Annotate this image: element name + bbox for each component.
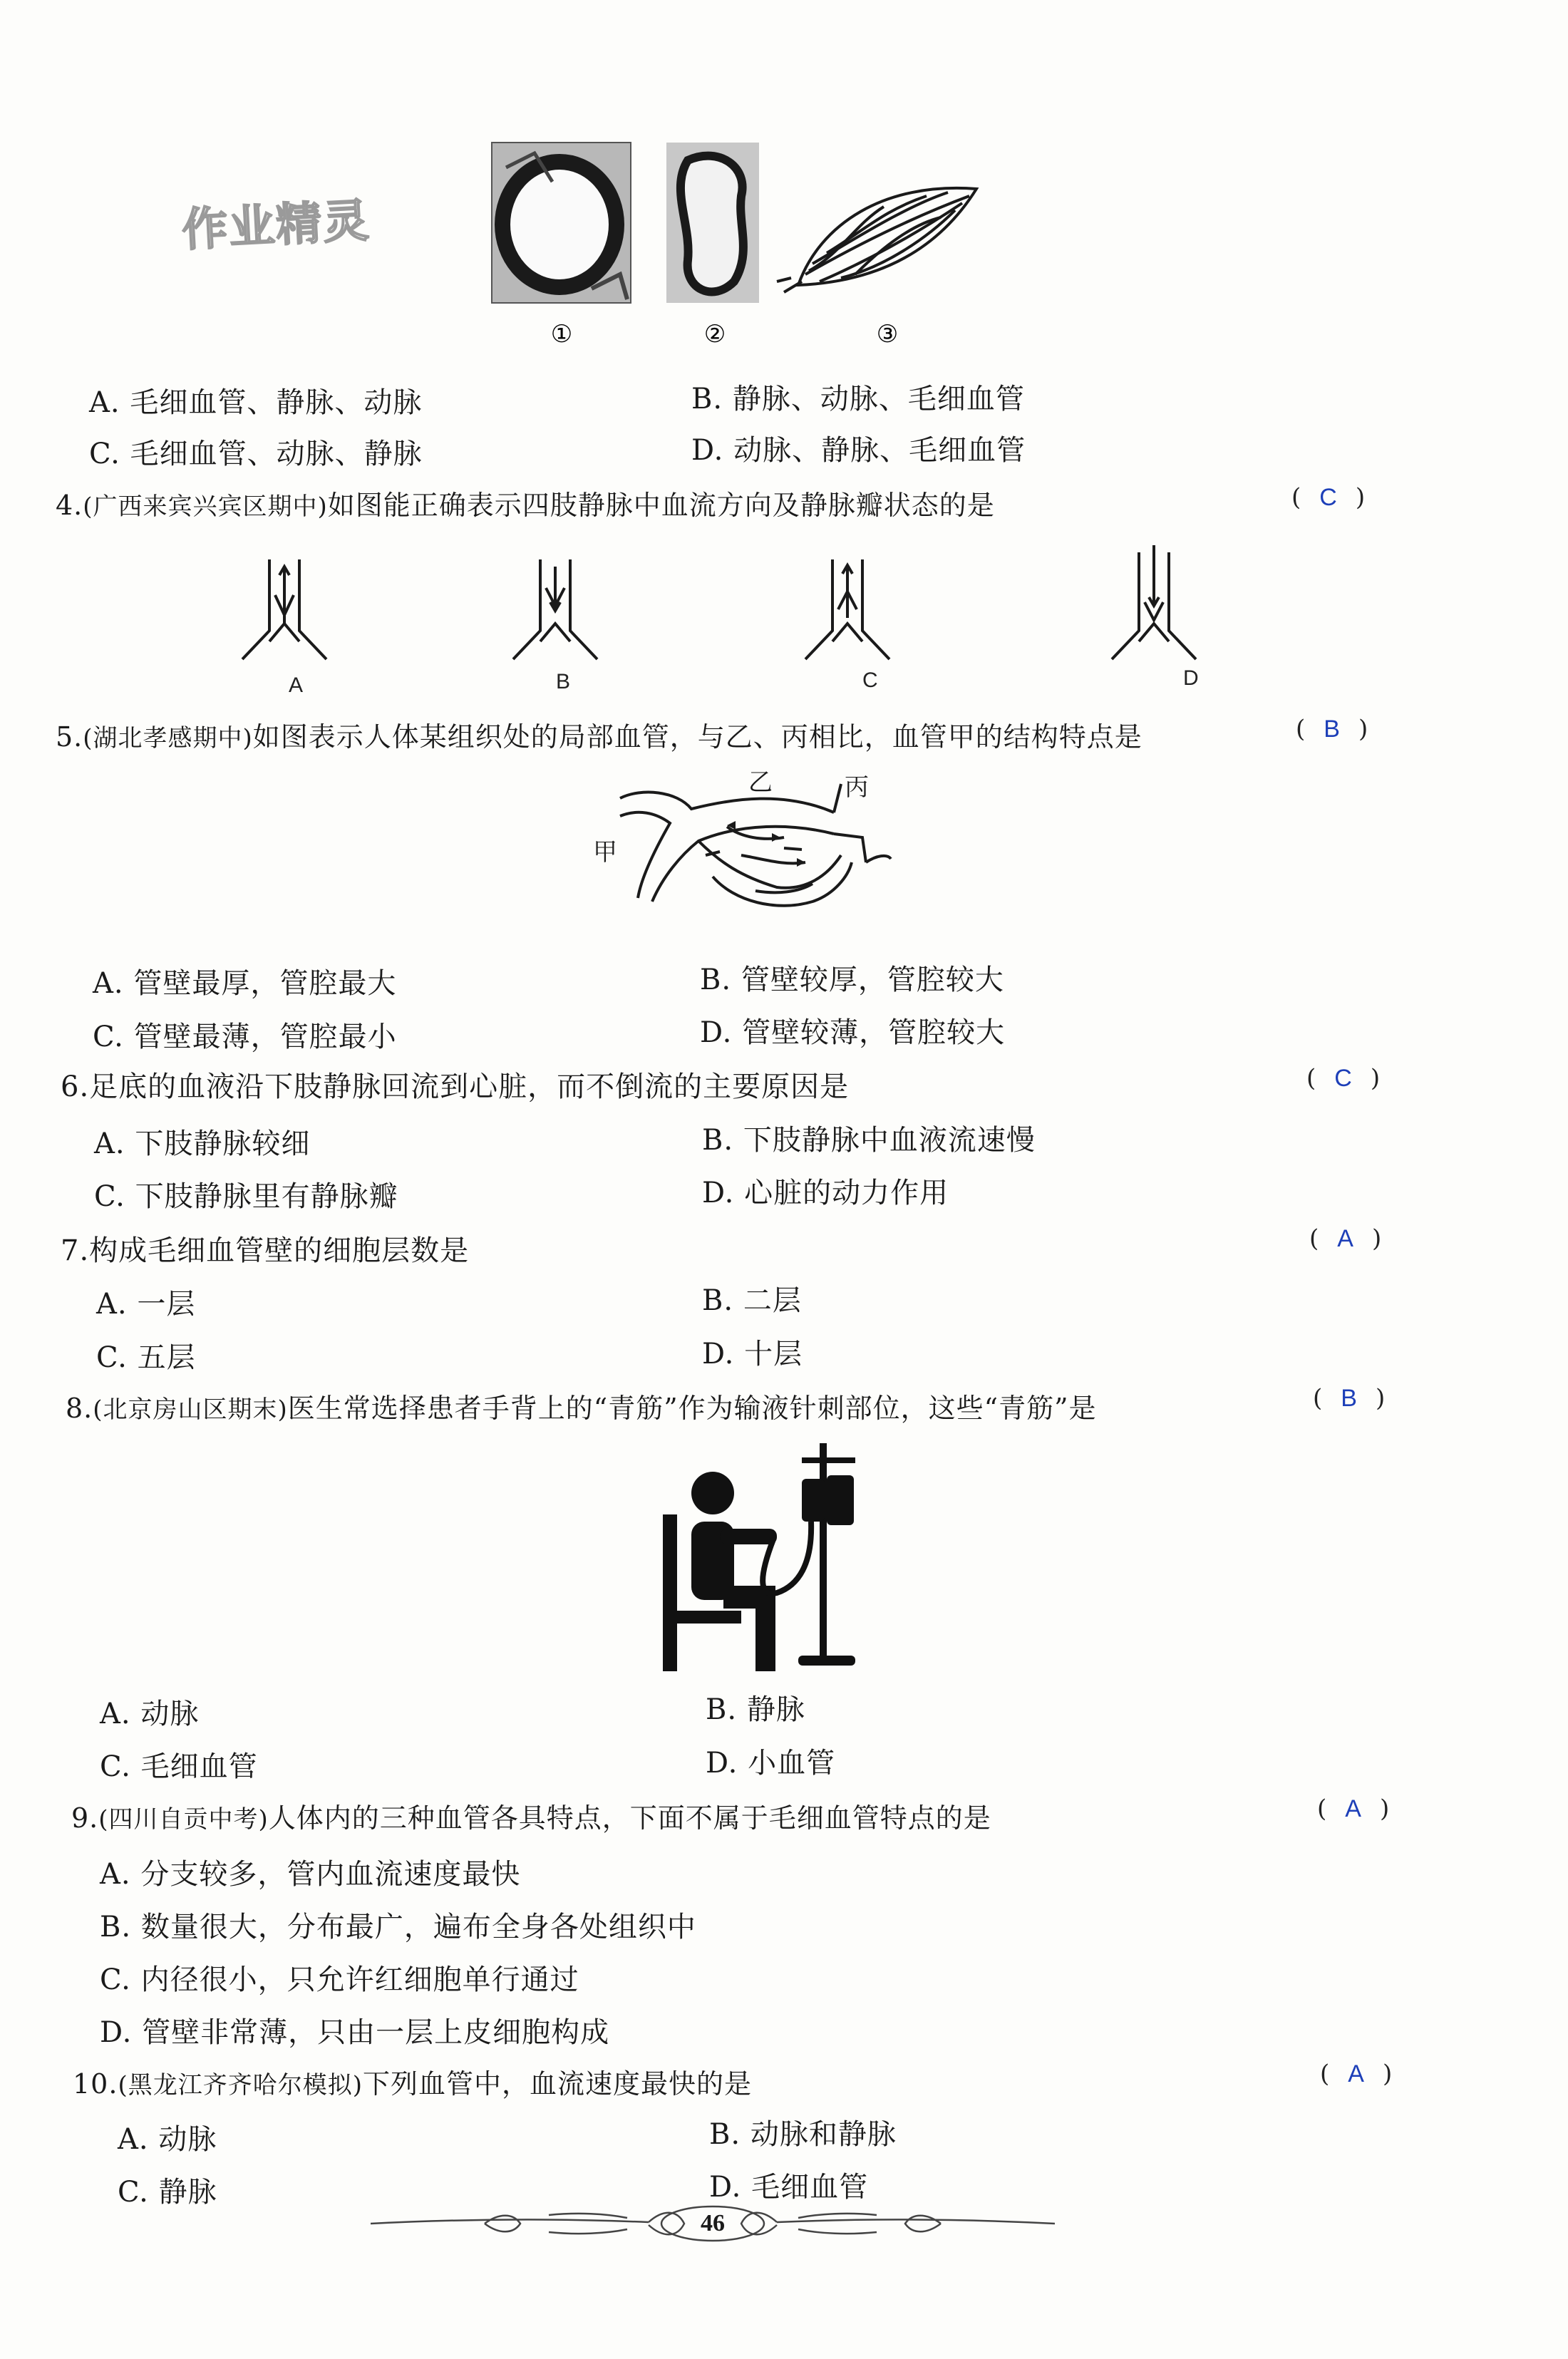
q6-option-a: A. 下肢静脉较细 [94,1127,311,1160]
q8-infusion-figure [656,1443,870,1671]
q3-figure [485,139,998,353]
q9-answer-letter: A [1345,1795,1361,1822]
q3-label-3: ③ [876,320,899,349]
q10-source: (黑龙江齐齐哈尔模拟) [118,2071,363,2100]
q5-stem [56,715,1143,754]
bracket-open: ( [1291,483,1301,512]
q8-number: 8. [66,1393,93,1424]
q8-option-a: A. 动脉 [100,1698,200,1730]
q8-stem [66,1386,1097,1425]
q10-answer [1320,2060,1392,2088]
q4-label-c: C [862,669,878,692]
q4-label-b: B [556,670,571,693]
q5-number: 5. [56,721,83,753]
q3-option-c: C. 毛细血管、动脉、静脉 [89,438,423,470]
q9-number: 9. [71,1802,99,1834]
q5-label-bing: 丙 [845,773,869,802]
bracket-close: ) [1382,2060,1393,2088]
q4-figure [235,531,1262,702]
q4-number: 4. [56,490,83,521]
q4-valve-diagrams [235,531,1262,702]
watermark-logo: 作业精灵 [180,195,372,257]
q6-option-c: C. 下肢静脉里有静脉瓣 [94,1180,398,1213]
q4-answer [1291,483,1365,512]
bracket-close: ) [1379,1795,1390,1823]
q3-label-1: ① [550,320,573,349]
q9-text: 人体内的三种血管各具特点，下面不属于毛细血管特点的是 [268,1802,991,1834]
q8-answer [1313,1384,1385,1413]
q3-micrographs [485,139,998,353]
q5-label-yi: 乙 [748,768,773,797]
q10-option-c: C. 静脉 [118,2176,217,2209]
q9-option-b: B. 数量很大，分布最广，遍布全身各处组织中 [100,1911,696,1944]
q10-stem [73,2062,752,2101]
q8-answer-letter: B [1341,1385,1357,1412]
q4-label-a: A [289,673,304,697]
q6-option-b: B. 下肢静脉中血液流速慢 [702,1124,1036,1157]
q4-text: 如图能正确表示四肢静脉中血流方向及静脉瓣状态的是 [327,490,995,521]
q7-option-c: C. 五层 [96,1341,196,1374]
q9-option-c: C. 内径很小，只允许红细胞单行通过 [100,1963,579,1996]
q7-answer-letter: A [1337,1225,1353,1252]
q6-number: 6. [61,1070,90,1103]
q6-stem [61,1064,849,1105]
q4-answer-letter: C [1319,484,1337,511]
bracket-open: ( [1309,1224,1319,1253]
q5-answer-letter: B [1324,716,1340,743]
q5-text: 如图表示人体某组织处的局部血管，与乙、丙相比，血管甲的结构特点是 [252,721,1143,753]
q9-source: (四川自贡中考) [98,1805,269,1834]
bracket-open: ( [1313,1384,1323,1413]
q6-option-d: D. 心脏的动力作用 [702,1177,949,1209]
q4-label-d: D [1183,666,1199,690]
q10-option-b: B. 动脉和静脉 [709,2118,897,2151]
q8-option-d: D. 小血管 [706,1747,836,1780]
q4-stem [56,483,995,522]
infusion-patient-icon [656,1443,870,1671]
q7-answer [1309,1224,1381,1253]
q3-option-a: A. 毛细血管、静脉、动脉 [89,386,423,419]
q9-stem [71,1796,991,1835]
q5-option-c: C. 管壁最薄，管腔最小 [93,1021,397,1053]
q5-option-d: D. 管壁较薄，管腔较大 [700,1016,1006,1049]
q10-text: 下列血管中，血流速度最快的是 [362,2068,752,2100]
q7-stem [61,1228,469,1269]
q7-option-b: B. 二层 [702,1284,802,1317]
q10-option-d: D. 毛细血管 [709,2171,869,2204]
q6-answer-letter: C [1334,1065,1352,1092]
q3-option-d: D. 动脉、静脉、毛细血管 [691,434,1026,467]
q10-option-a: A. 动脉 [118,2123,217,2156]
bracket-open: ( [1317,1795,1327,1823]
q6-answer [1306,1064,1380,1093]
q5-option-a: A. 管壁最厚，管腔最大 [93,967,397,1000]
q10-number: 10. [73,2068,118,2100]
page-number: 46 [701,2210,725,2236]
q7-number: 7. [61,1234,90,1267]
q8-option-c: C. 毛细血管 [100,1750,258,1783]
q3-label-2: ② [703,320,726,349]
q8-text: 医生常选择患者手背上的“青筋”作为输液针刺部位，这些“青筋”是 [287,1393,1097,1424]
q9-option-d: D. 管壁非常薄，只由一层上皮细胞构成 [100,2016,610,2049]
bracket-open: ( [1306,1064,1316,1093]
q9-answer [1317,1795,1389,1823]
bracket-close: ) [1358,715,1368,743]
q5-source: (湖北孝感期中) [83,724,253,753]
q5-answer [1296,715,1368,743]
bracket-close: ) [1355,483,1366,512]
bracket-close: ) [1371,1224,1382,1253]
bracket-close: ) [1375,1384,1386,1413]
q5-figure [593,768,898,926]
q10-answer-letter: A [1348,2060,1364,2087]
bracket-close: ) [1370,1064,1381,1093]
q9-option-a: A. 分支较多，管内血流速度最快 [100,1858,521,1891]
bracket-open: ( [1296,715,1306,743]
q7-option-a: A. 一层 [96,1288,196,1321]
q7-text: 构成毛细血管壁的细胞层数是 [89,1234,470,1267]
q4-source: (广西来宾兴宾区期中) [83,492,328,521]
q8-option-b: B. 静脉 [706,1693,805,1726]
q6-text: 足底的血液沿下肢静脉回流到心脏，而不倒流的主要原因是 [89,1070,850,1103]
q5-option-b: B. 管壁较厚，管腔较大 [700,964,1004,996]
bracket-open: ( [1320,2060,1330,2088]
q7-option-d: D. 十层 [702,1338,803,1371]
q5-label-jia: 甲 [593,838,617,867]
q3-option-b: B. 静脉、动脉、毛细血管 [691,383,1025,415]
q8-source: (北京房山区期末) [93,1395,288,1424]
